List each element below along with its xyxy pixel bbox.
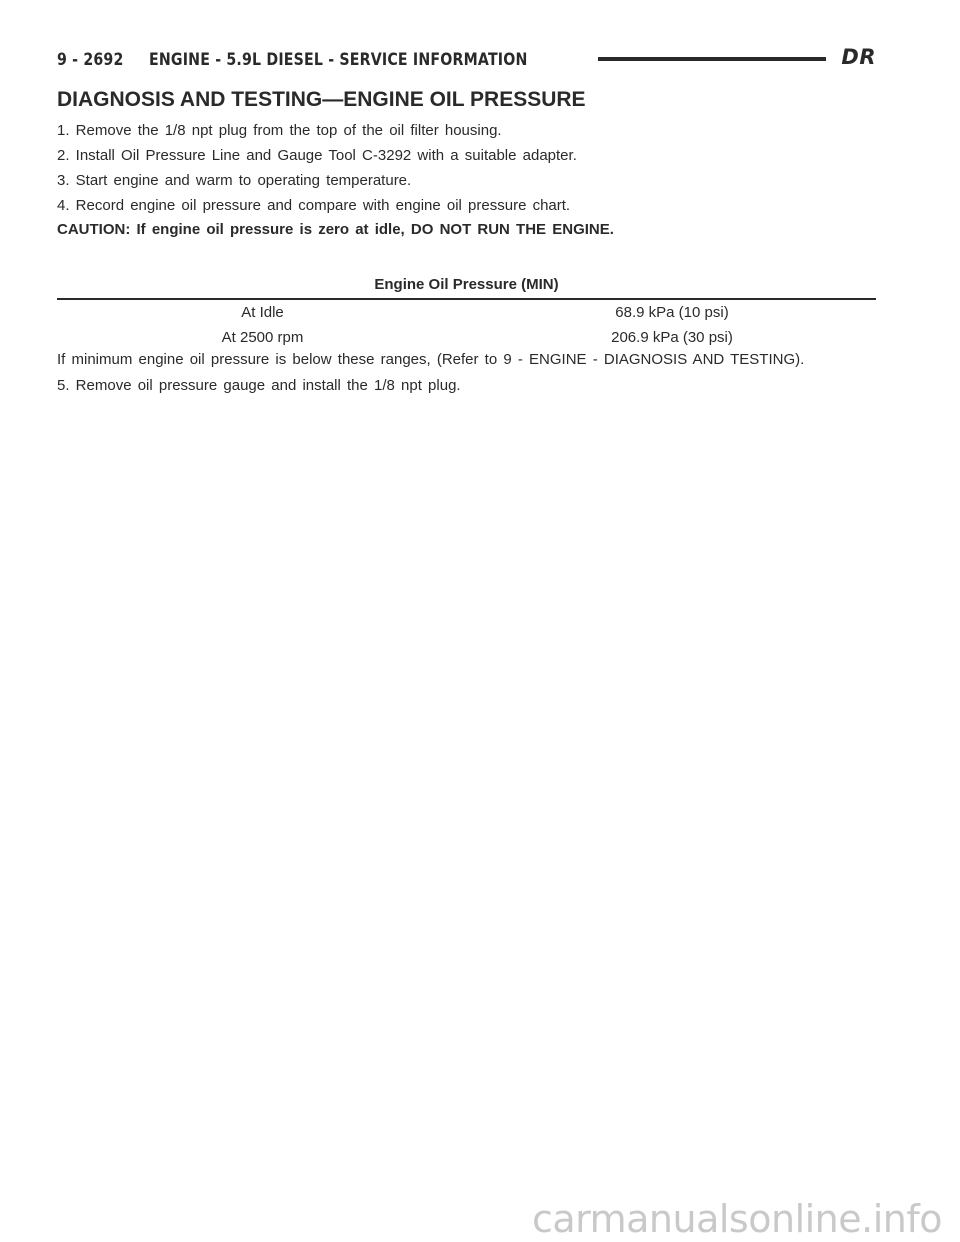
page-heading: DIAGNOSIS AND TESTING—ENGINE OIL PRESSURE (57, 88, 586, 111)
oil-pressure-table (57, 274, 876, 350)
step-5: 5. Remove oil pressure gauge and install the 1/8 npt plug. (57, 377, 461, 394)
procedure-steps (57, 118, 577, 218)
table-cell-condition: At 2500 rpm (221, 329, 304, 346)
step-2: 2. Install Oil Pressure Line and Gauge Tool C-3292 with a suitable adapter. (57, 147, 577, 164)
header-rule (598, 57, 826, 61)
table-cell-pressure: 68.9 kPa (10 psi) (615, 304, 729, 321)
step-1: 1. Remove the 1/8 npt plug from the top of the oil filter housing. (57, 122, 502, 139)
table-cell-condition: At Idle (241, 304, 284, 321)
section-title: ENGINE - 5.9L DIESEL - SERVICE INFORMATION (149, 49, 528, 69)
step-3: 3. Start engine and warm to operating temperature. (57, 172, 412, 189)
page-number: 9 - 2692 (57, 49, 124, 69)
caution-note: CAUTION: If engine oil pressure is zero at idle, DO NOT RUN THE ENGINE. (57, 221, 614, 238)
table-row (57, 325, 876, 350)
table-row (57, 300, 876, 325)
watermark: carmanualsonline.info (531, 1197, 942, 1241)
page-header (57, 47, 876, 71)
table-title: Engine Oil Pressure (MIN) (374, 276, 559, 293)
table-cell-pressure: 206.9 kPa (30 psi) (611, 329, 733, 346)
model-code: DR (841, 45, 876, 69)
reference-note: If minimum engine oil pressure is below these ranges, (Refer to 9 - ENGINE - DIAGNOSIS AND TESTING). (57, 351, 805, 368)
step-4: 4. Record engine oil pressure and compare with engine oil pressure chart. (57, 197, 571, 214)
